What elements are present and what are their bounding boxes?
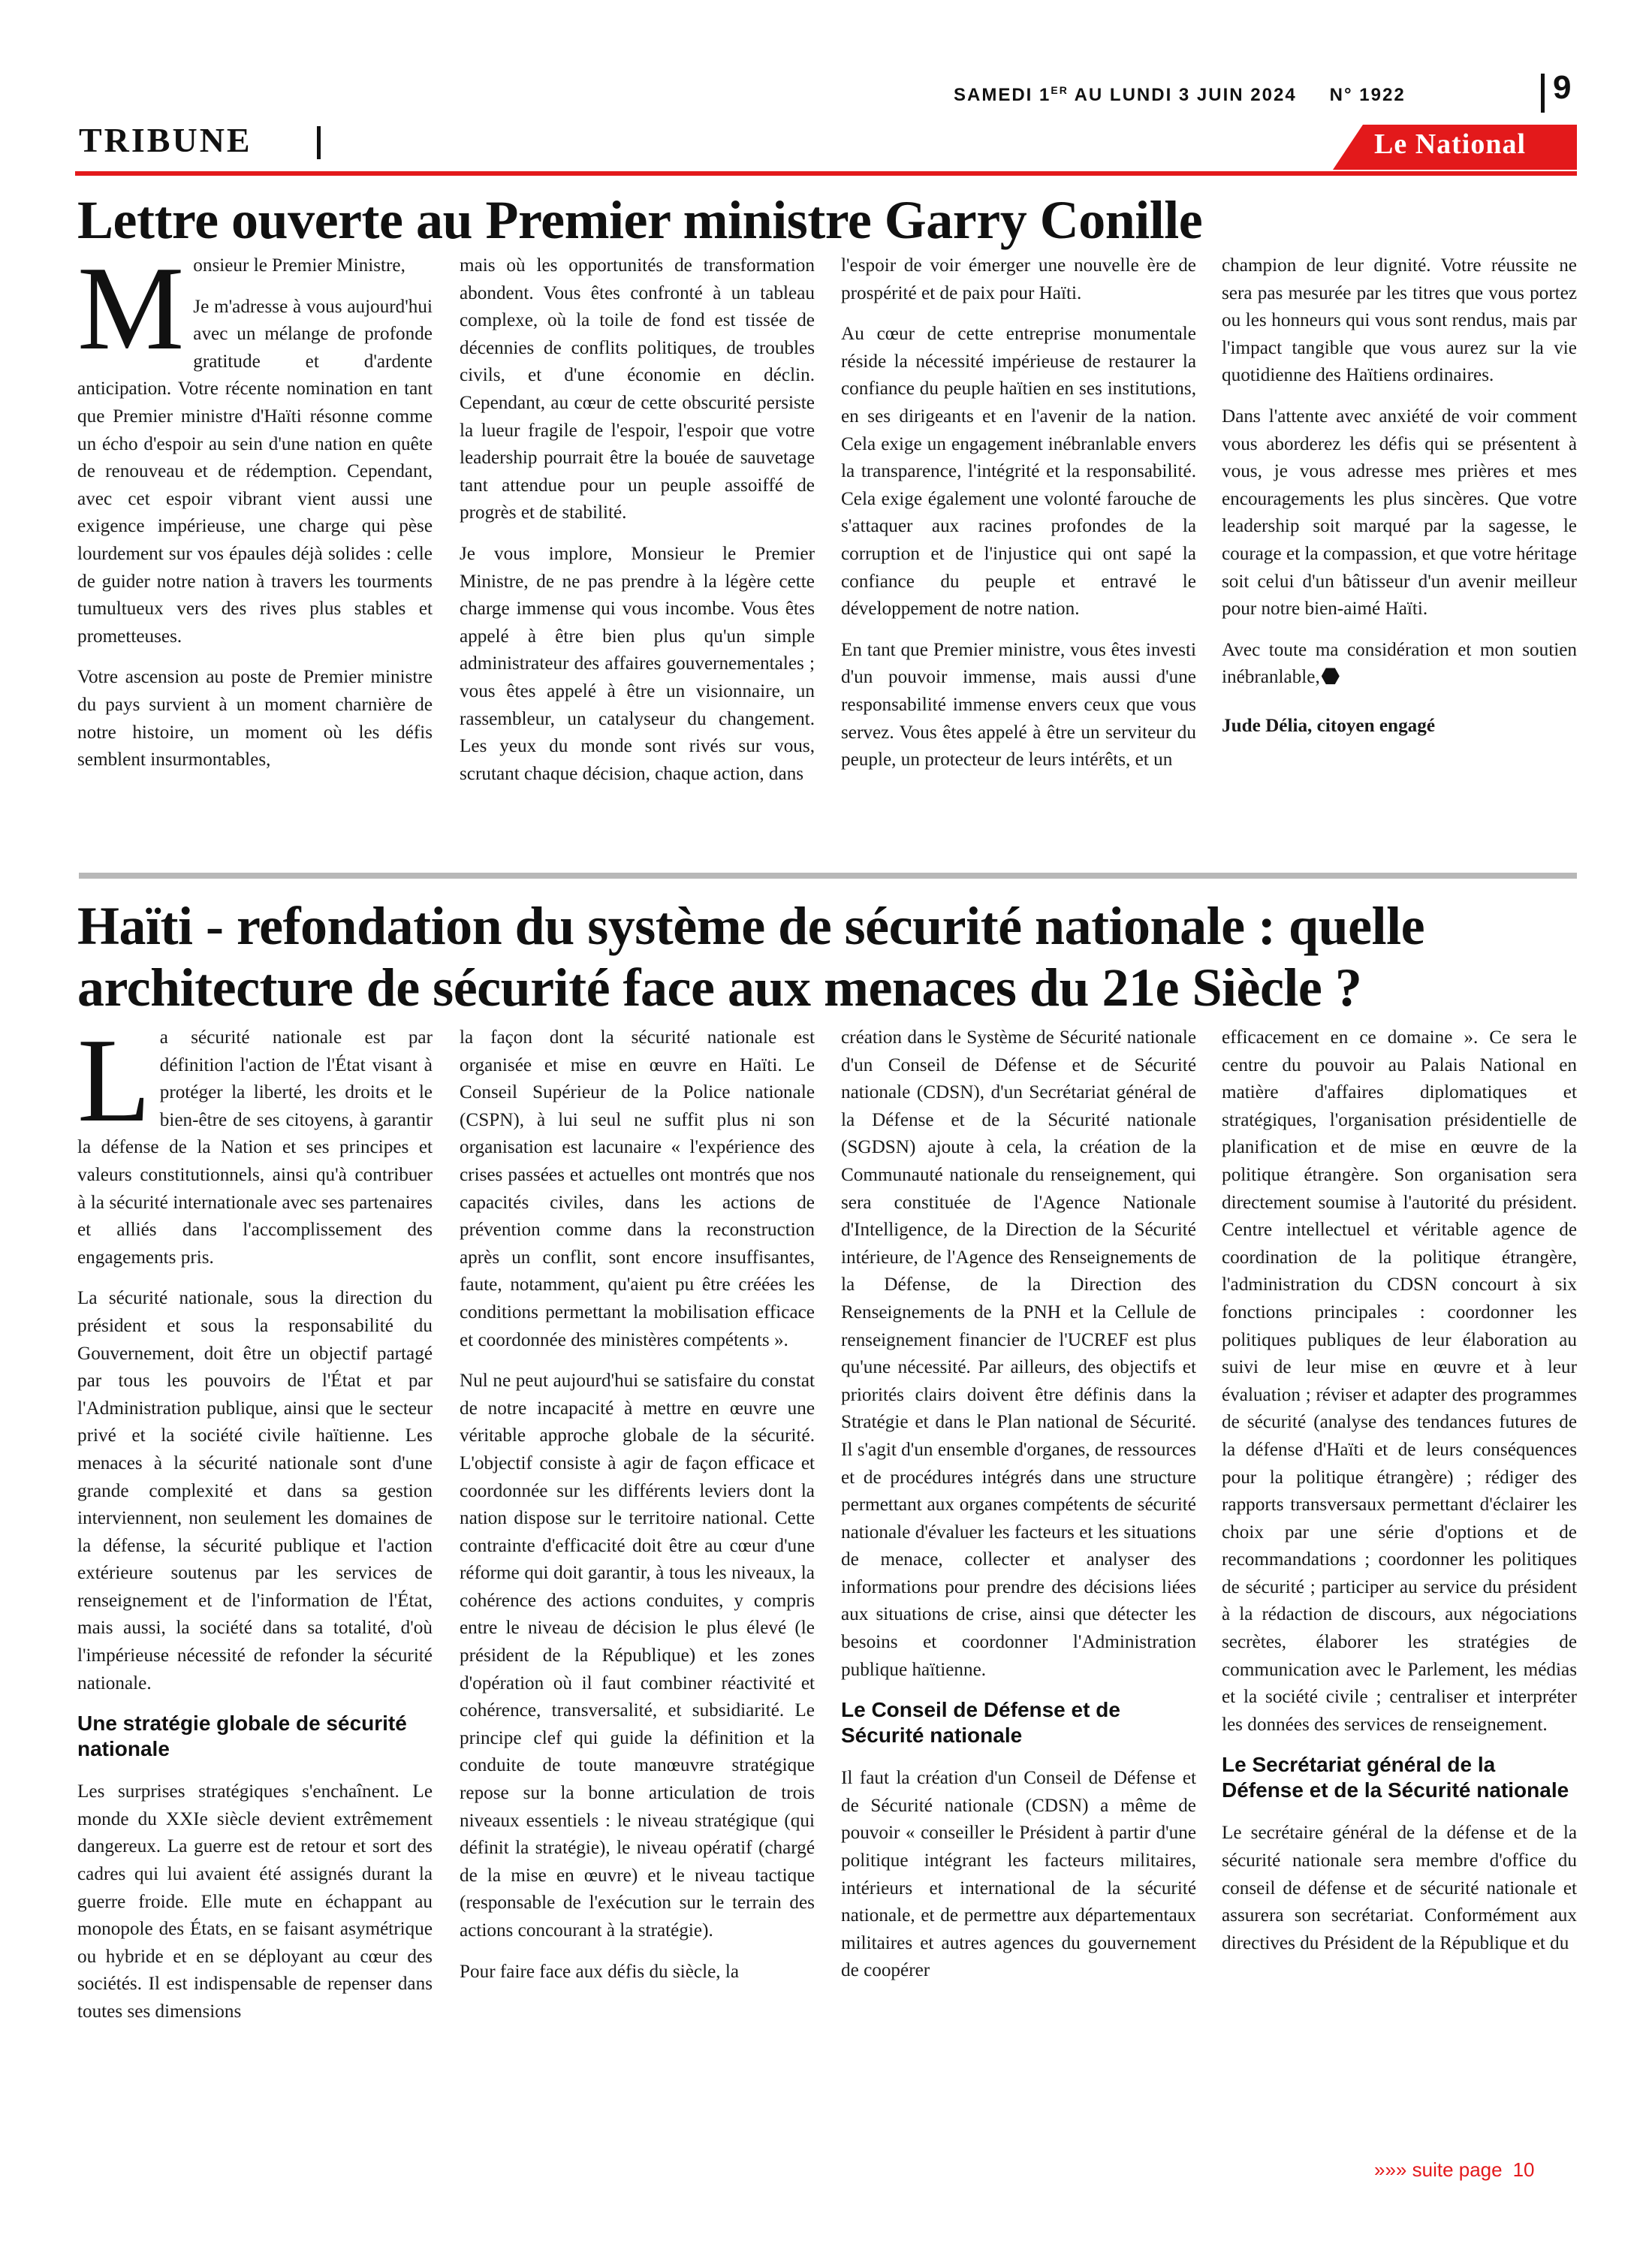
article2-subhead-1: Une stratégie globale de sécurité nationale: [77, 1712, 407, 1761]
article1-column-3: [841, 252, 1196, 788]
issue-date: [954, 84, 1539, 106]
page-number: 9: [1553, 69, 1572, 106]
end-mark-icon: [1322, 667, 1340, 685]
article2-column-2: [460, 1024, 815, 1999]
article1-paragraph: l'espoir de voir émerger une nouvelle ère de prospérité et de paix pour Haïti.: [841, 255, 1196, 303]
article1-closing-text: Avec toute ma considération et mon soutien inébranlable,: [1222, 639, 1577, 688]
article2-column-4: [1222, 1024, 1577, 1971]
article1-paragraph: Je vous implore, Monsieur le Premier Ministre, de ne pas prendre à la légère cette charge immense qui vous incombe. Vous êtes appelé à être bien plus qu'un simple administrateur des affaires gouvernementales ; vous êtes appelé à être un visionnaire, un rassembleur, un catalyseur du changement. Les yeux du monde sont rivés sur vous, scrutant chaque décision, chaque action, dans: [460, 543, 815, 784]
header-rule: [75, 171, 1577, 176]
article2-paragraph: la façon dont la sécurité nationale est organisée et mise en œuvre en Haïti. Le Conseil Supérieur de la Police nationale (CSPN), à lui seul ne suffit plus ni son organisation est lacunaire « l'expérience des crises passées et actuelles ont montrés que nos capacités civiles, dans les actions de prévention comme dans la reconstruction après un conflit, sont encore insuffisantes, faute, notamment, qu'aient pu être créées les conditions permettant la mobilisation efficace et coordonnée des ministères compétents ».: [460, 1027, 815, 1350]
date-sup: ER: [1051, 84, 1069, 96]
article1-dropcap: M: [77, 241, 185, 375]
continued-page: 10: [1512, 2158, 1535, 2181]
article2-paragraph: Pour faire face aux défis du siècle, la: [460, 1961, 740, 1982]
issue-number: N° 1922: [1329, 85, 1406, 105]
article1-title: Lettre ouverte au Premier ministre Garry Conille: [77, 190, 1203, 250]
section-label: TRIBUNE: [79, 121, 252, 159]
article1-column-2: [460, 252, 815, 801]
continued-label: »»» suite page: [1374, 2158, 1503, 2181]
article1-paragraph: Votre ascension au poste de Premier ministre du pays survient à un moment charnière de notre histoire, un moment où les défis semblent insurmontables,: [77, 667, 433, 771]
page-number-bar: [1541, 74, 1545, 113]
article2-dropcap: L: [77, 1013, 151, 1147]
article2-title: Haïti - refondation du système de sécurité nationale : quelle architecture de sécurité face aux menaces du 21e Siècle ?: [77, 896, 1425, 1018]
date-rest: AU LUNDI 3 JUIN 2024: [1068, 85, 1297, 105]
article2-paragraph: efficacement en ce domaine ». Ce sera le centre du pouvoir au Palais National en matière d'affaires diplomatiques et stratégiques, l'organisation présidentielle de planification et de mise en œuvre de la politique étrangère. Son organisation sera directement soumise à l'autorité du président. Centre intellectuel et véritable agence de coordination de la politique étrangère, l'administration du CDSN concourt à six fonctions principales : coordonner les politiques publiques de leur élaboration au suivi de leur mise en œuvre et à leur évaluation ; réviser et adapter des programmes de sécurité (analyse des tendances futures de la défense d'Haïti et de leurs conséquences pour la politique étrangère) ; rédiger des rapports transversaux permettant d'éclairer les choix par une série d'options et de recommandations ; coordonner les politiques de sécurité ; participer au service du président à la rédaction de discours, aux négociations secrètes, élaborer les stratégies de communication avec le Parlement, les médias et la société civile ; centraliser et interpréter les données des services de renseignement.: [1222, 1027, 1577, 1735]
continued-note[interactable]: [1374, 2158, 1535, 2182]
article2-paragraph: création dans le Système de Sécurité nationale d'un Conseil de Défense et de Sécurité nationale (CDSN), d'un Secrétariat général de la Défense et de la Sécurité nationale (SGDSN) ajoute à cela, la création de la Communauté nationale du renseignement, qui sera constituée de l'Agence Nationale d'Intelligence, de la Direction de la Sécurité intérieure, de l'Agence des Renseignements de la Défense, de la Direction des Renseignements de la PNH et la Cellule de renseignement financier de l'UCREF est plus qu'une nécessité. Par ailleurs, des objectifs et priorités clairs doivent être définis dans la Stratégie et dans le Plan national de Sécurité. Il s'agit d'un ensemble d'organes, de ressources et de procédures intégrés dans une structure permettant aux organes compétents de sécurité nationale d'évaluer les facteurs et les situations de menace, collecter et analyser des informations pour prendre des décisions liées aux situations de crise, ainsi que détecter les besoins et coordonner l'Administration publique haïtienne.: [841, 1027, 1196, 1680]
brand-name: Le National: [1374, 128, 1527, 160]
article1-paragraph: Je m'adresse à vous aujourd'hui avec un mélange de profonde gratitude et d'ardente anticipation. Votre récente nomination en tant que Premier ministre d'Haïti résonne comme un écho d'espoir au sein d'une nation en quête de renouveau et de rédemption. Cependant, avec cet espoir vibrant vient aussi une exigence impérieuse, une charge qui pèse lourdement sur vos épaules déjà solides : celle de guider notre nation à travers les tourments tumultueux vers des rives plus stables et prometteuses.: [77, 296, 433, 647]
article1-closing: [1222, 637, 1577, 692]
article1-column-4: [1222, 252, 1577, 754]
article1-paragraph: mais où les opportunités de transformation abondent. Vous êtes confronté à un tableau complexe, où la toile de fond est tissée de décennies de conflits politiques, de troubles civils, et d'une économie en déclin. Cependant, au cœur de cette obscurité persiste la lueur fragile de l'espoir, l'espoir que votre leadership pourrait être la bouée de sauvetage tant attendue pour un peuple assoiffé de progrès et de stabilité.: [460, 255, 815, 523]
article1-paragraph: En tant que Premier ministre, vous êtes investi d'un pouvoir immense, mais aussi d'une responsabilité immense envers ceux que vous servez. Vous êtes appelé à être un serviteur du peuple, un protecteur de leurs intérêts, et un: [841, 639, 1196, 771]
article2-paragraph: Les surprises stratégiques s'enchaînent. Le monde du XXIe siècle devient extrêmement dangereux. La guerre est de retour et sort des cadres qui lui avaient été assignés durant la guerre froide. Elle mute en échappant au monopole des États, en se faisant asymétrique ou hybride et en se déployant au cœur des sociétés. Il est indispensable de repenser dans toutes ses dimensions: [77, 1781, 433, 2022]
article2-column-3: [841, 1024, 1196, 1998]
article1-paragraph: Dans l'attente avec anxiété de voir comment vous aborderez les défis qui se présentent à vous, je vous adresse mes prières et mes encouragements les plus sincères. Que votre leadership soit marqué par la sagesse, le courage et la compassion, et que votre héritage soit celui d'un bâtisseur d'un avenir meilleur pour notre bien-aimé Haïti.: [1222, 406, 1577, 620]
article2-subhead-2: Le Conseil de Défense et de Sécurité nationale: [841, 1698, 1120, 1748]
article1-signature: Jude Délia, citoyen engagé: [1222, 715, 1436, 736]
article2-paragraph: La sécurité nationale, sous la direction du président et sous la responsabilité du Gouvernement, doit être un objectif partagé par tous les pouvoirs de l'État et par l'Administration publique, ainsi que le secteur privé et la société civile haïtienne. Les menaces à la sécurité nationale sont d'une grande complexité et dans sa gestion interviennent, non seulement les domaines de la défense, la sécurité publique et l'action extérieure soutenus par les services de renseignement et de l'information de l'État, mais aussi, la société dans sa totalité, d'où l'impérieuse nécessité de refonder la sécurité nationale.: [77, 1288, 433, 1694]
article2-subhead-3: Le Secrétariat général de la Défense et de la Sécurité nationale: [1222, 1753, 1569, 1802]
section-bar: [317, 126, 321, 159]
article2-column-1: [77, 1013, 433, 2040]
article2-paragraph: a sécurité nationale est par définition l'action de l'État visant à protéger la liberté, les droits et le bien-être de ses citoyens, à garantir la défense de la Nation et ses principes et valeurs constitutionnels, ainsi qu'à contribuer à la sécurité internationale avec ses partenaires et alliés dans l'accomplissement des engagements pris.: [77, 1027, 433, 1268]
article-divider: [79, 873, 1577, 879]
article1-paragraph: onsieur le Premier Ministre,: [193, 255, 405, 276]
article1-column-1: [77, 241, 433, 788]
article2-paragraph: Nul ne peut aujourd'hui se satisfaire du constat de notre incapacité à mettre en œuvre une véritable approche globale de la sécurité. L'objectif consiste à agir de façon efficace et coordonnée sur les différents leviers dont la nation dispose sur le territoire national. Cette contrainte d'efficacité doit être au cœur d'une réforme qui doit garantir, à tous les niveaux, la cohérence des actions conduites, y compris entre le niveau de décision le plus élevé (le président de la République) et les zones d'opération où il faut combiner réactivité et cohérence, transversalité, et subsidiarité. Le principe clef qui guide la définition et la conduite de toute manœuvre stratégique repose sur la bonne articulation de trois niveaux essentiels : le niveau stratégique (qui définit la stratégie), le niveau opératif (chargé de la mise en œuvre) et le niveau tactique (responsable de l'exécution sur le terrain des actions concourant à la stratégie).: [460, 1371, 815, 1941]
article1-paragraph: champion de leur dignité. Votre réussite ne sera pas mesurée par les titres que vous portez ou les honneurs qui vous sont rendus, mais par l'impact tangible que vous aurez sur la vie quotidienne des Haïtiens ordinaires.: [1222, 255, 1577, 386]
article1-paragraph: Au cœur de cette entreprise monumentale réside la nécessité impérieuse de restaurer la confiance du peuple haïtien en ses institutions, en ses dirigeants et en l'avenir de la nation. Cela exige un engagement inébranlable envers la transparence, l'intégrité et la responsabilité. Cela exige également une volonté farouche de s'attaquer aux racines profondes de la corruption et de l'injustice qui ont sapé la confiance du peuple et entravé le développement de notre nation.: [841, 324, 1196, 620]
article2-paragraph: Il faut la création d'un Conseil de Défense et de Sécurité nationale (CDSN) a même de pouvoir « conseiller le Président à partir d'une politique intégrant les facteurs militaires, intérieurs et international de la sécurité nationale, et de permettre aux départementaux militaires et autres agences du gouvernement de coopérer: [841, 1768, 1196, 1981]
article2-paragraph: Le secrétaire général de la défense et de la sécurité nationale sera membre d'office du conseil de défense et de sécurité nationale et assurera son secrétariat. Conformément aux directives du Président de la République et du: [1222, 1823, 1577, 1953]
date-main: SAMEDI 1: [954, 85, 1051, 105]
